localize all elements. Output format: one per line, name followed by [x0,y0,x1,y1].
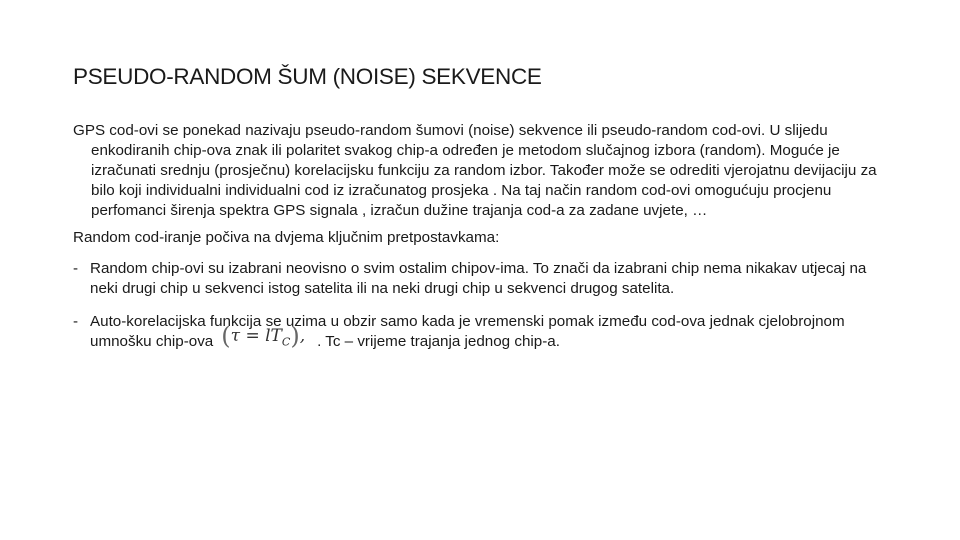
formula-close-paren: ) [290,322,300,350]
slide-title: PSEUDO-RANDOM ŠUM (NOISE) SEKVENCE [73,64,542,89]
bullet-item-autocorrelation [73,312,893,352]
slide-body [73,121,893,365]
formula-tau-equals-lTc [221,322,306,352]
formula-equals: = [240,326,266,346]
paragraph-gps-codes: GPS cod-ovi se ponekad nazivaju pseudo-random šumovi (noise) sekvence ili pseudo-random cod-ovi. U slijedu enkodiranih chip-ova znak ili polaritet svakog chip-a određen je metodom slučajnog izbora (random). Moguće je izračunati srednju (prosječnu) korelacijsku funkciju za random izbor. Također može se odrediti vjerojatnu devijaciju za bilo koji individualni individualni cod iz izračunatog prosjeka . Na taj način random cod-ovi omogućuju procjenu perfomanci širenja spektra GPS signala , izračun dužine trajanja cod-a za zadane uvjete, … [73,122,877,219]
formula-tau: τ [230,326,241,346]
bullet-item-independence [73,259,893,299]
formula-subscript-c: C [281,335,291,349]
bullet-dash: - [73,260,79,277]
bullet-dash: - [73,313,79,330]
bullet-text-before: Auto-korelacijska funkcija se uzima u obzir samo kada je vremenski pomak između cod-ova jednak cjelobrojnom umnošku chip-ova [90,313,845,351]
formula-open-paren: ( [221,322,231,350]
formula-lT: lT [265,326,282,346]
bullet-text: Random chip-ovi su izabrani neovisno o svim ostalim chipov-ima. To znači da izabrani chip nema nikakav utjecaj na neki drugi chip u sekvenci istog satelita ili na neki drugi chip u sekvenci drugog satelita. [90,260,867,297]
paragraph-assumptions-intro: Random cod-iranje počiva na dvjema ključnim pretpostavkama: [73,229,500,246]
formula-comma: , [299,326,306,346]
bullet-text-after: . Tc – vrijeme trajanja jednog chip-a. [317,333,560,351]
